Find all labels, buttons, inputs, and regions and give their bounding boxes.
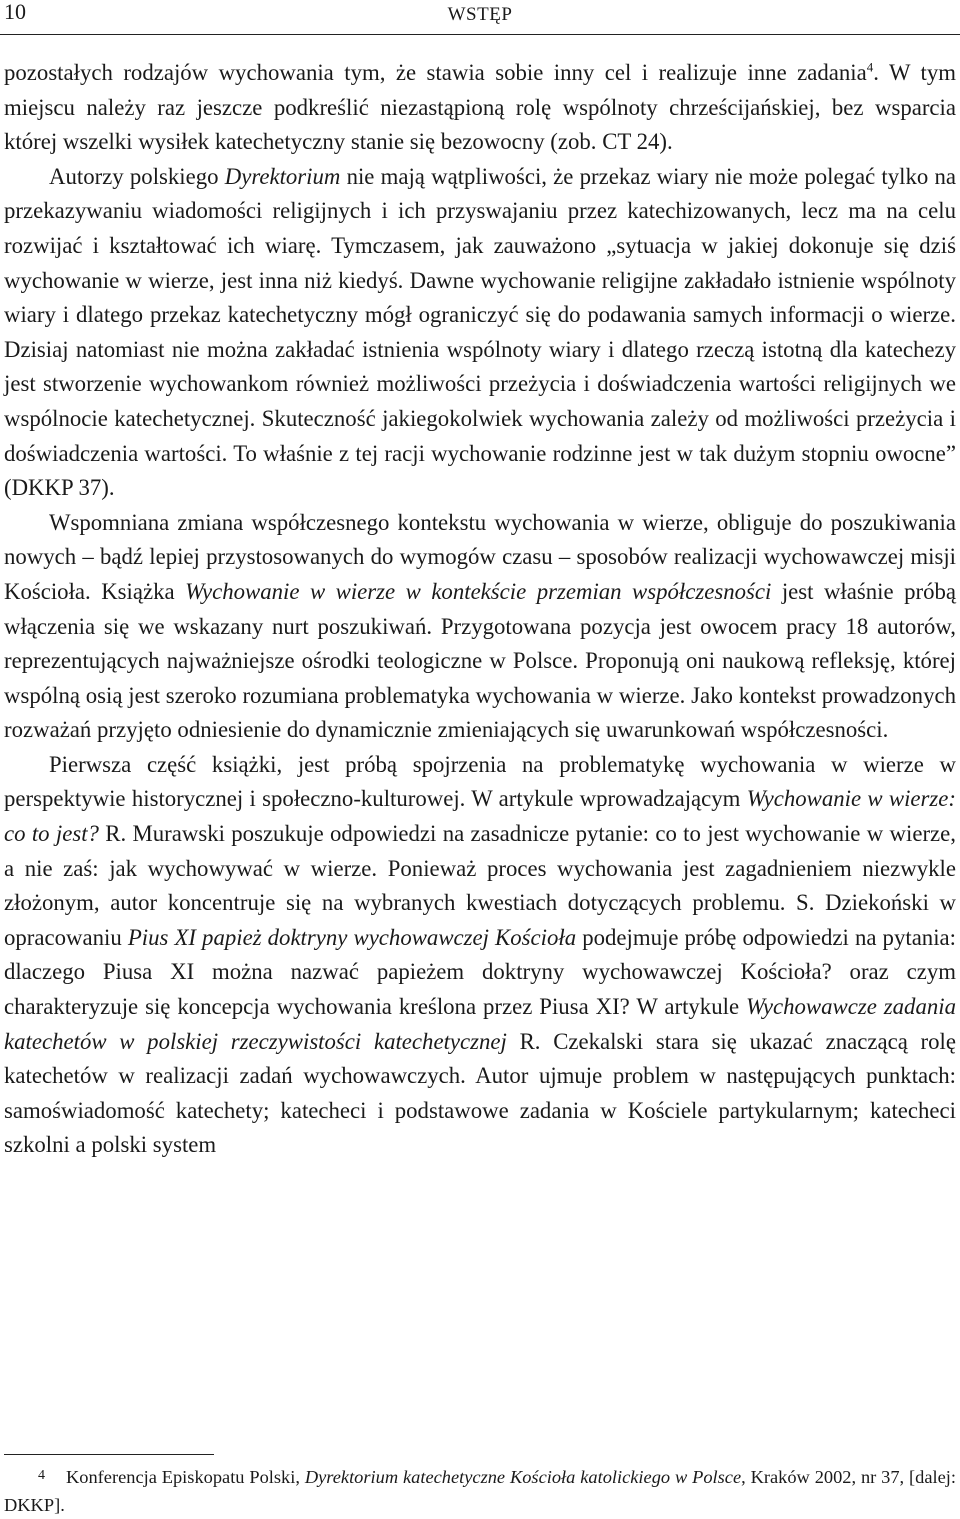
page-header bbox=[0, 0, 960, 35]
paragraph bbox=[4, 160, 956, 506]
text-run: jest właśnie próbą włączenia się we wskazany nurt poszukiwań. Przygotowana pozycja jest owocem pracy 18 autorów, reprezentujących najważniejsze ośrodki teologiczne w Polsce. Proponują oni naukową refleksję, której wspólną osią jest szeroko rozumiana problematyka wychowania w wierze. Jako kontekst prowadzonych rozważań przyjęto odniesienie do dynamicznie zmieniających się uwarunkowań współczesności. bbox=[4, 578, 956, 743]
text-run: Pierwsza część książki, jest próbą spojrzenia na problematykę wychowania w wierze w perspektywie historycznej i społeczno-kulturowej. W artykule wprowadzającym bbox=[4, 751, 956, 812]
paragraph bbox=[4, 748, 956, 1163]
italic-title: Wychowanie w wierze w kontekście przemian współczesności bbox=[185, 578, 772, 604]
text-run: R. Czekalski stara się ukazać znaczącą rolę katechetów w realizacji zadań wychowawczych. Autor ujmuje problem w następujących punktach: samoświadomość katechety; katecheci i podstawowe zadania w Kościele partykularnym; katecheci szkolni a polski system bbox=[4, 1028, 956, 1158]
running-title: WSTĘP bbox=[447, 4, 513, 25]
footnote-reference: 4 bbox=[866, 59, 874, 75]
text-run: pozostałych rodzajów wychowania tym, że stawia sobie inny cel i realizuje inne zadania bbox=[4, 60, 867, 85]
text-run: Wspomniana zmiana współczesnego kontekstu wychowania w wierze, obliguje do poszukiwania nowych – bądź lepiej przystosowanych do wymogów czasu – sposobów realizacji wychowawczej misji Kościoła. Książka bbox=[4, 509, 956, 604]
text-run: . W tym miejscu należy raz jeszcze podkreślić niezastąpioną rolę wspólnoty chrześcijańskiej, bez wsparcia której wszelki wysiłek katechetyczny stanie się bezowocny (zob. CT 24). bbox=[4, 60, 956, 155]
footnote-text bbox=[4, 1467, 956, 1515]
footnote-mark: 4 bbox=[38, 1468, 45, 1483]
italic-title: Wychowawcze zadania katechetów w polskiej rzeczywistości katechetycznej bbox=[4, 994, 956, 1054]
footnote bbox=[4, 1462, 956, 1519]
text-run: , Kraków 2002, nr 37, [dalej: DKKP]. bbox=[4, 1467, 956, 1515]
italic-title: Pius XI papież doktryny wychowawczej Kościoła bbox=[127, 924, 577, 950]
text-run: R. Murawski poszukuje odpowiedzi na zasadnicze pytanie: co to jest wychowanie w wierze, a nie zaś: jak wychowywać w wierze. Ponieważ proces wychowania jest zagadnieniem niezwykle złożonym, autor koncentruje się na wybranych kwestiach dotyczących problemu. S. Dziekoński w opracowaniu bbox=[4, 821, 956, 950]
text-run: Autorzy polskiego bbox=[49, 163, 225, 189]
paragraph bbox=[4, 56, 956, 160]
footnote-separator bbox=[4, 1454, 214, 1455]
text-run: podejmuje próbę odpowiedzi na pytania: dlaczego Piusa XI można nazwać papieżem doktryny wychowawczej Kościoła? oraz czym charakteryzuje się koncepcja wychowania kreślona przez Piusa XI? W artykule bbox=[4, 924, 956, 1020]
text-run: Konferencja Episkopatu Polski, bbox=[66, 1467, 305, 1487]
italic-title: Dyrektorium bbox=[224, 163, 341, 189]
page-number: 10 bbox=[4, 0, 26, 24]
text-run: nie mają wątpliwości, że przekaz wiary nie może polegać tylko na przekazywaniu wiadomości religijnych i ich przyswajaniu przez katechizowanych, lecz ma na celu rozwijać i kształtować ich wiarę. Tymczasem, jak zauważono „sytuacja w jakiej dokonuje się dziś wychowanie w wierze, jest inna niż kiedyś. Dawne wychowanie religijne zakładało istnienie wspólnoty wiary i dlatego przekaz katechetyczny mógł ograniczyć się do podawania samych informacji o wierze. Dzisiaj natomiast nie można zakładać istnienia wspólnoty wiary i dlatego rzeczą istotną dla katechezy jest stworzenie wychowankom również możliwości przeżycia i doświadczenia wartości religijnych we wspólnocie katechetycznej. Skuteczność jakiegokolwiek wychowania zależy od możliwości przeżycia i doświadczenia wartości. To właśnie z tej racji wychowanie rodzinne jest w tak dużym stopniu owocne” (DKKP 37). bbox=[4, 163, 956, 501]
italic-title: Wychowanie w wierze: co to jest? bbox=[4, 786, 956, 847]
paragraph bbox=[4, 506, 956, 748]
italic-title: Dyrektorium katechetyczne Kościoła katolickiego w Polsce bbox=[304, 1467, 742, 1487]
body-text bbox=[4, 56, 956, 1163]
